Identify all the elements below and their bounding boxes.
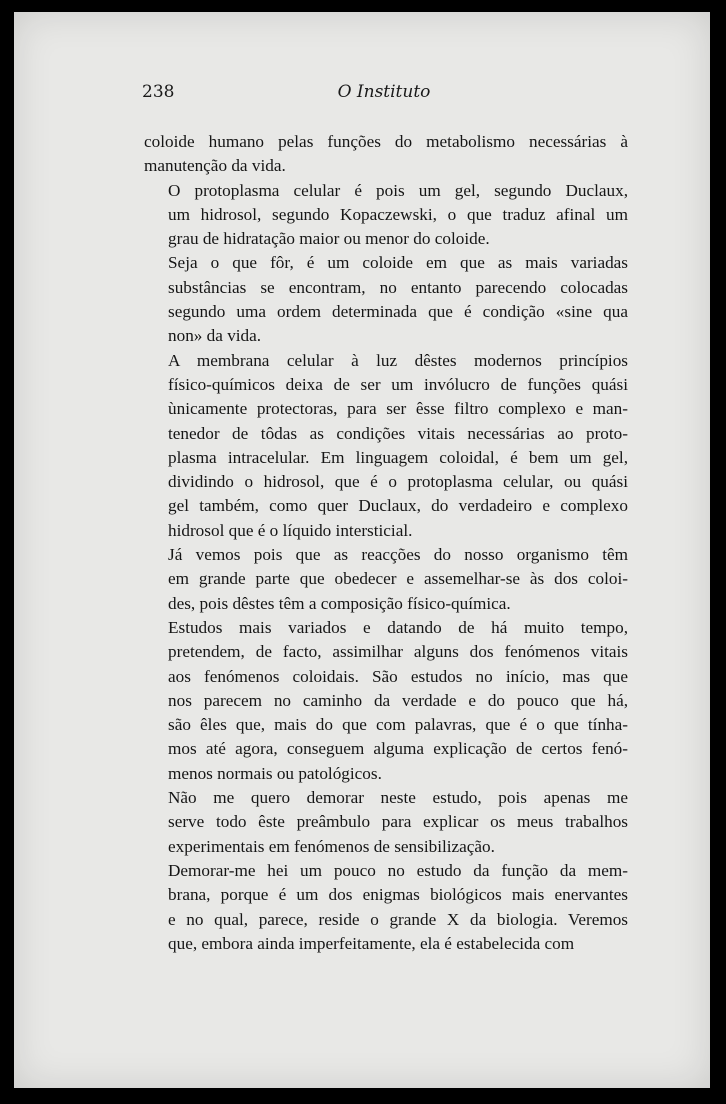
text-line: A membrana celular à luz dêstes modernos princípios	[168, 350, 628, 370]
text-line: experimentais em fenómenos de sensibilização.	[168, 836, 495, 856]
text-line: nos parecem no caminho da verdade e do pouco que há,	[168, 690, 628, 710]
text-line: segundo uma ordem determinada que é condição «sine qua	[168, 302, 628, 322]
text-line: menos normais ou patológicos.	[168, 763, 382, 783]
text-line: dividindo o hidrosol, que é o protoplasma celular, ou quási	[168, 472, 628, 492]
page-number: 238	[142, 82, 175, 102]
paragraph	[144, 786, 628, 859]
text-line: substâncias se encontram, no entanto parecendo colocadas	[168, 277, 628, 297]
text-line: Estudos mais variados e datando de há muito tempo,	[168, 617, 628, 637]
running-title: O Instituto	[337, 82, 431, 102]
text-line: físico-químicos deixa de ser um invólucro de funções quási	[168, 374, 628, 394]
paragraph	[144, 349, 628, 543]
text-line: ùnicamente protectoras, para ser êsse filtro complexo e man-	[168, 399, 628, 419]
text-line: Demorar-me hei um pouco no estudo da função da mem-	[168, 860, 628, 880]
text-line: des, pois dêstes têm a composição físico-química.	[168, 593, 511, 613]
text-line: hidrosol que é o líquido intersticial.	[168, 520, 413, 540]
text-line: brana, porque é um dos enigmas biológicos mais enervantes	[168, 885, 628, 905]
text-line: non» da vida.	[168, 326, 262, 346]
text-line: e no qual, parece, reside o grande X da biologia. Veremos	[168, 909, 628, 929]
text-line: grau de hidratação maior ou menor do coloide.	[168, 229, 490, 249]
text-line: O protoplasma celular é pois um gel, segundo Duclaux,	[168, 180, 628, 200]
text-line: tenedor de tôdas as condições vitais necessárias ao proto-	[168, 423, 628, 443]
text-line: pretendem, de facto, assimilhar alguns dos fenómenos vitais	[168, 642, 628, 662]
text-line: são êles que, mais do que com palavras, que é o que tínha-	[168, 715, 628, 735]
text-line: serve todo êste preâmbulo para explicar os meus trabalhos	[168, 812, 628, 832]
book-page	[14, 12, 710, 1088]
text-line: Não me quero demorar neste estudo, pois apenas me	[168, 788, 628, 808]
paragraph	[144, 251, 628, 348]
text-line: Seja o que fôr, é um coloide em que as mais variadas	[168, 253, 628, 273]
paragraph	[144, 130, 628, 179]
text-line: um hidrosol, segundo Kopaczewski, o que traduz afinal um	[168, 204, 628, 224]
text-line: que, embora ainda imperfeitamente, ela é estabelecida com	[168, 933, 575, 953]
text-line: mos até agora, conseguem alguma explicação de certos fenó-	[168, 739, 628, 759]
text-line: em grande parte que obedecer e assemelhar-se às dos coloi-	[168, 569, 628, 589]
text-line: Já vemos pois que as reacções do nosso organismo têm	[168, 545, 628, 565]
text-line: coloide humano pelas funções do metabolismo necessárias à	[144, 132, 628, 151]
body-text	[144, 130, 628, 956]
paragraph	[144, 543, 628, 616]
text-line: plasma intracelular. Em linguagem coloidal, é bem um gel,	[168, 447, 628, 467]
paragraph	[144, 179, 628, 252]
text-line: manutenção da vida.	[144, 156, 286, 176]
paragraph	[144, 859, 628, 956]
text-line: gel também, como quer Duclaux, do verdadeiro e complexo	[168, 496, 628, 516]
paragraph	[144, 616, 628, 786]
text-line: aos fenómenos coloidais. São estudos no início, mas que	[168, 666, 628, 686]
